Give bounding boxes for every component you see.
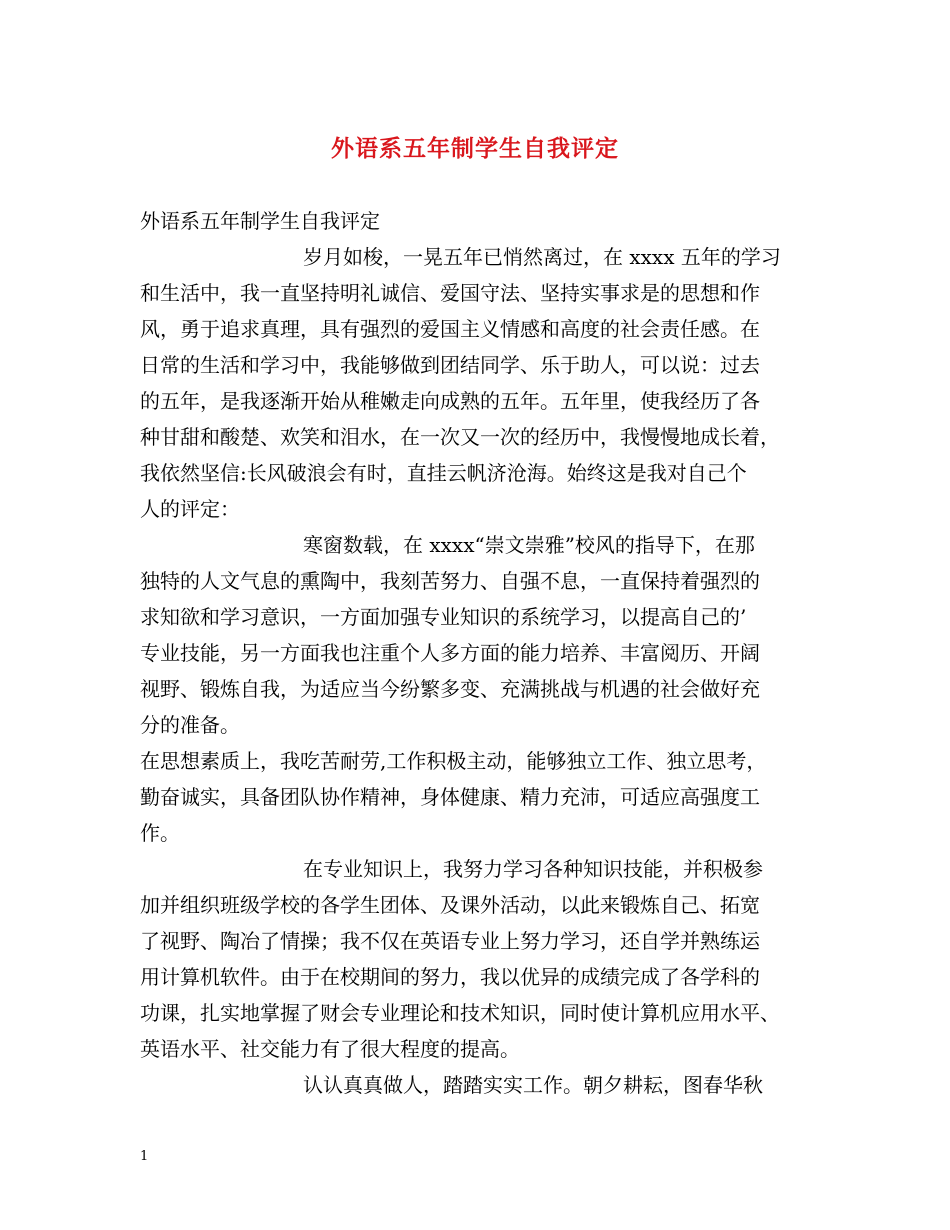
body-line: 岁月如梭，一晃五年已悄然离过，在 xxxx 五年的学习 [303, 245, 781, 269]
body-line: 和生活中，我一直坚持明礼诚信、爱国守法、坚持实事求是的思想和作 [140, 281, 760, 305]
body-line: 英语水平、社交能力有了很大程度的提高。 [140, 1037, 520, 1061]
body-line: 独特的人文气息的熏陶中，我刻苦努力、自强不息，一直保持着强烈的 [140, 569, 760, 593]
body-line: 用计算机软件。由于在校期间的努力，我以优异的成绩完成了各学科的 [140, 965, 760, 989]
body-line: 日常的生活和学习中，我能够做到团结同学、乐于助人，可以说：过去 [140, 353, 760, 377]
body-line: 我依然坚信:长风破浪会有时，直挂云帆济沧海。始终这是我对自己个 [140, 461, 747, 485]
document-body [140, 203, 830, 1103]
body-line: 外语系五年制学生自我评定 [140, 209, 380, 233]
body-line: 认认真真做人，踏踏实实工作。朝夕耕耘，图春华秋 [303, 1073, 763, 1097]
body-line: 在专业知识上，我努力学习各种知识技能，并积极参 [303, 857, 763, 881]
body-line: 的五年，是我逐渐开始从稚嫩走向成熟的五年。五年里，使我经历了各 [140, 389, 760, 413]
page-number: 1 [140, 1149, 149, 1164]
document-title: 外语系五年制学生自我评定 [331, 135, 619, 162]
body-line: 风，勇于追求真理，具有强烈的爱国主义情感和高度的社会责任感。在 [140, 317, 760, 341]
body-line: 勤奋诚实，具备团队协作精神，身体健康、精力充沛，可适应高强度工 [140, 785, 760, 809]
body-line: 在思想素质上，我吃苦耐劳,工作积极主动，能够独立工作、独立思考， [140, 749, 767, 773]
body-line: 寒窗数载，在 xxxx“崇文崇雅”校风的指导下，在那 [303, 533, 755, 557]
body-line: 求知欲和学习意识，一方面加强专业知识的系统学习，以提高自己的’ [140, 605, 747, 629]
body-line: 作。 [140, 821, 180, 845]
body-line: 功课，扎实地掌握了财会专业理论和技术知识，同时使计算机应用水平、 [140, 1001, 780, 1025]
body-line: 了视野、陶冶了情操；我不仅在英语专业上努力学习，还自学并熟练运 [140, 929, 760, 953]
body-line: 专业技能，另一方面我也注重个人多方面的能力培养、丰富阅历、开阔 [140, 641, 760, 665]
body-line: 分的准备。 [140, 713, 240, 737]
body-line: 人的评定： [140, 497, 240, 521]
body-line: 种甘甜和酸楚、欢笑和泪水，在一次又一次的经历中，我慢慢地成长着， [140, 425, 780, 449]
body-line: 视野、锻炼自我，为适应当今纷繁多变、充满挑战与机遇的社会做好充 [140, 677, 760, 701]
body-line: 加并组织班级学校的各学生团体、及课外活动，以此来锻炼自己、拓宽 [140, 893, 760, 917]
